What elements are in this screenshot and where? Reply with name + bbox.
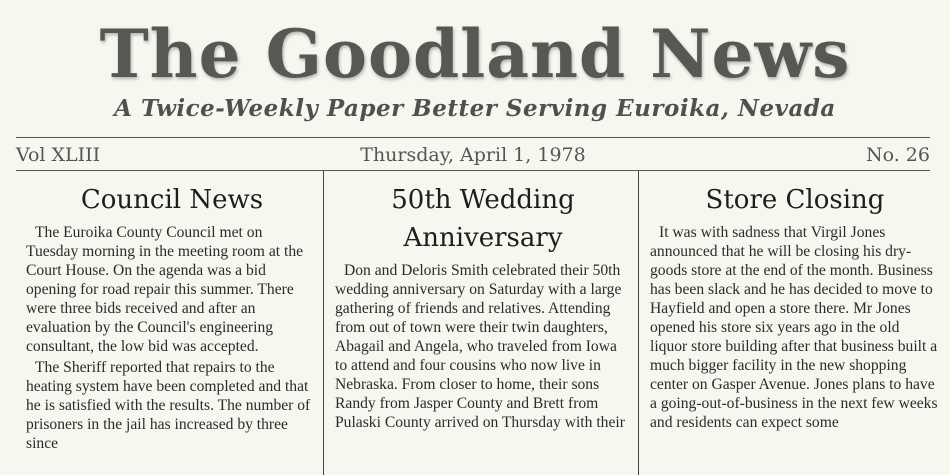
newspaper-subtitle: A Twice-Weekly Paper Better Serving Euroika, Nevada xyxy=(114,95,836,122)
article-headline: 50th Wedding Anniversary xyxy=(391,185,575,253)
column-divider xyxy=(638,171,639,475)
article-council-news xyxy=(26,171,318,475)
dateline-top-rule xyxy=(16,137,930,138)
article-paragraph: Don and Deloris Smith celebrated their 50th wedding anniversary on Saturday with a large gathering of friends and relatives. Attending from out of town were their twin daughters, Abagail and Angela, who traveled from Iowa to attend and four cousins who now live in Nebraska. From closer to home, their sons Randy from Jasper County and Brett from Pulaski County arrived on Thursday with their xyxy=(335,262,625,431)
article-store-closing xyxy=(650,171,940,475)
article-wedding-anniversary xyxy=(335,171,631,475)
newspaper-title: The Goodland News xyxy=(99,15,851,93)
dateline xyxy=(16,140,930,170)
article-headline: Council News xyxy=(80,185,264,215)
masthead xyxy=(0,0,950,140)
column-divider xyxy=(323,171,324,475)
article-headline: Store Closing xyxy=(705,185,885,215)
issue-date: Thursday, April 1, 1978 xyxy=(360,144,586,166)
article-paragraph: The Sheriff reported that repairs to the heating system have been completed and that he is satisfied with the results. The number of prisoners in the jail has increased by three since xyxy=(26,359,311,452)
issue-number: No. 26 xyxy=(866,144,930,166)
volume-label: Vol XLIII xyxy=(16,144,101,166)
article-paragraph: The Euroika County Council met on Tuesday morning in the meeting room at the Court House. On the agenda was a bid opening for road repair this summer. There were three bids received and after an evaluation by the Council's engineering consultant, the low bid was accepted. xyxy=(26,224,304,355)
article-paragraph: It was with sadness that Virgil Jones announced that he will be closing his dry-goods store at the end of the month. Business has been slack and he has decided to move to Hayfield and open a store there. Mr Jones opened his store six years ago in the old liquor store building after that business built a much bigger facility in the new shopping center on Gasper Avenue. Jones plans to have a going-out-of-business in the next few weeks and residents can expect some xyxy=(650,224,938,431)
